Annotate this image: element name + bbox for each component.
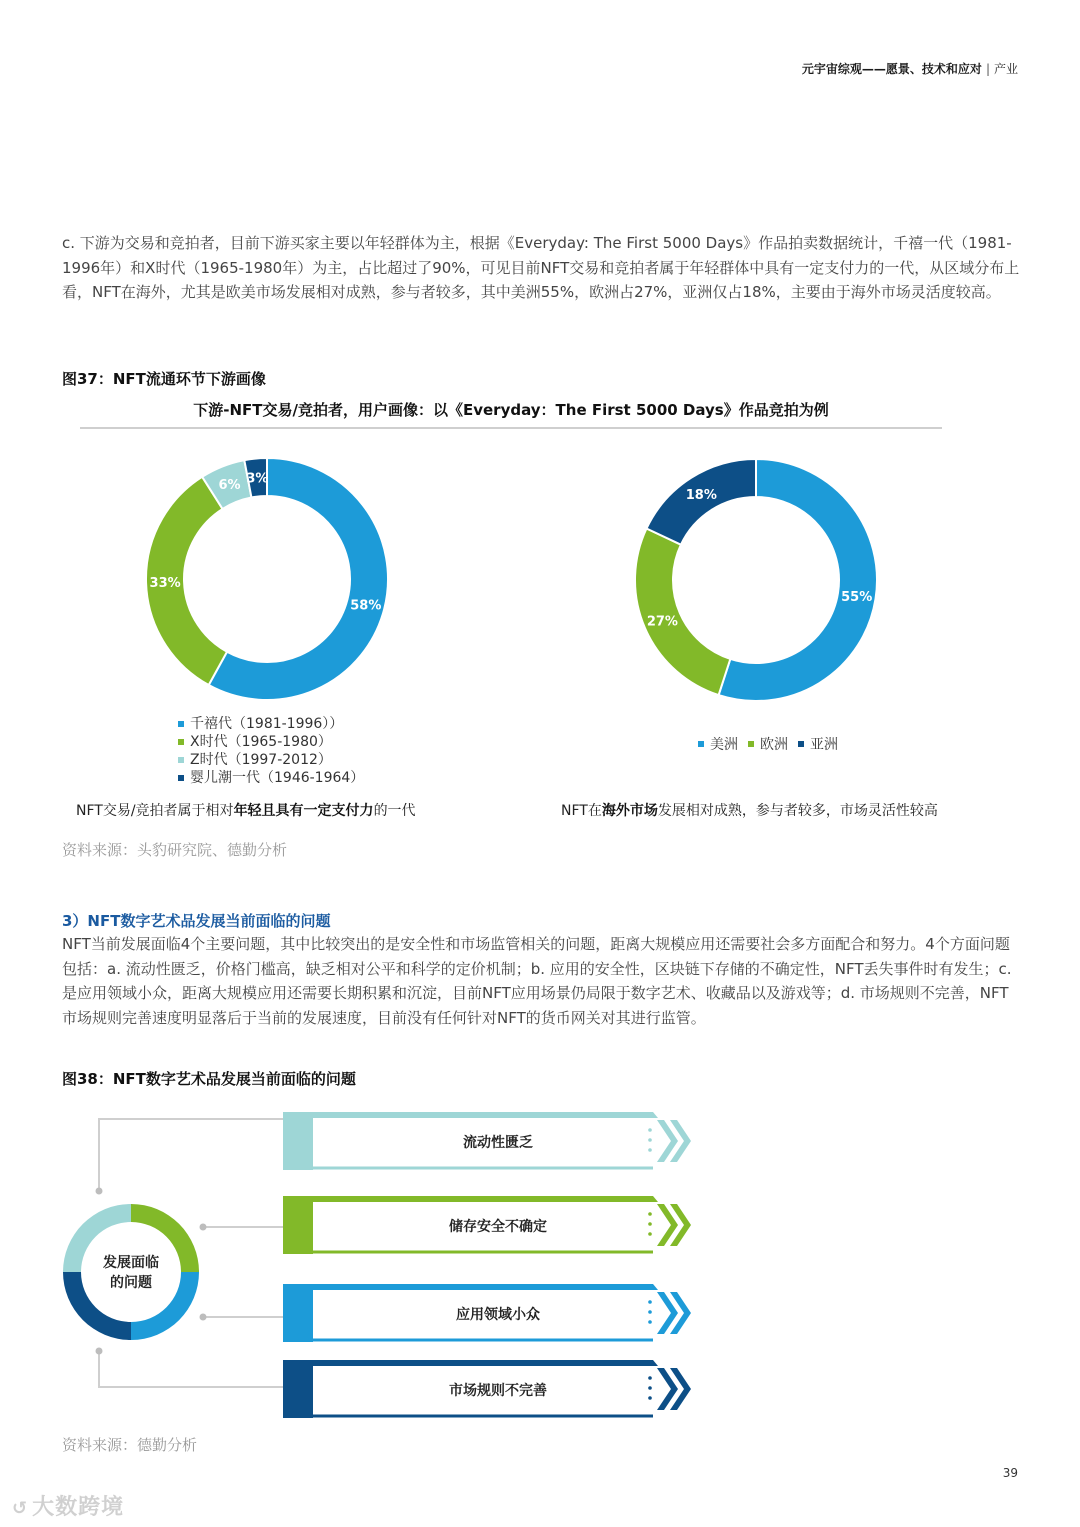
- item-dot: [648, 1396, 652, 1400]
- item-top-bar: [313, 1112, 658, 1118]
- item-label: 储存安全不确定: [449, 1219, 547, 1235]
- section-heading: 3）NFT数字艺术品发展当前面临的问题: [62, 912, 331, 930]
- region-donut-chart: [620, 450, 900, 710]
- legend-item: [798, 734, 838, 754]
- item-dot: [648, 1320, 652, 1324]
- item-top-bar: [313, 1284, 658, 1290]
- donut-slice-label: 58%: [350, 598, 382, 614]
- item-dot: [648, 1222, 652, 1226]
- legend-swatch: [178, 739, 184, 745]
- legend-label: X时代（1965-1980）: [190, 734, 332, 750]
- item-dot: [648, 1310, 652, 1314]
- connector-dot: [96, 1188, 103, 1195]
- center-ring: [63, 1204, 199, 1340]
- intro-paragraph: c. 下游为交易和竞拍者，目前下游买家主要以年轻群体为主，根据《Everyday: The First 5000 Days》作品拍卖数据统计，千禧一代（1981-1996年）和X时代（1965-1980年）为主，占比超过了90%，可见目前NFT交易和竞拍者属于年轻群体中具有一定支付力的一代，从区域分布上看，NFT在海外，尤其是欧美市场发展相对成熟，参与者较多，其中美洲55%，欧洲占27%，亚洲仅占18%，主要由于海外市场灵活度较高。: [62, 234, 1020, 301]
- header-title: 元宇宙综观——愿景、技术和应对: [801, 62, 982, 76]
- item-tab: [283, 1284, 313, 1342]
- caption-text: 发展相对成熟，参与者较多，市场灵活性较高: [657, 803, 938, 819]
- legend-swatch: [178, 757, 184, 763]
- age-legend: [178, 715, 364, 787]
- donut-slice-label: 27%: [646, 614, 678, 630]
- legend-swatch: [698, 741, 704, 747]
- item-top-bar: [313, 1196, 658, 1202]
- legend-swatch: [178, 775, 184, 781]
- problem-item-liquidity: [283, 1112, 691, 1170]
- region-legend: [698, 734, 838, 754]
- problem-item-rules: [283, 1360, 691, 1418]
- legend-swatch: [798, 741, 804, 747]
- legend-item: [698, 734, 738, 754]
- legend-item: [748, 734, 788, 754]
- connector-dot: [200, 1224, 207, 1231]
- item-tab: [283, 1360, 313, 1418]
- watermark-text: 大数跨境: [32, 1495, 125, 1520]
- item-dot: [648, 1138, 652, 1142]
- age-donut-chart: [130, 450, 410, 710]
- watermark: [12, 1490, 124, 1521]
- running-header: [802, 60, 1018, 77]
- legend-label: Z时代（1997-2012）: [190, 752, 332, 768]
- legend-label: 亚洲: [810, 737, 838, 753]
- page-number: 39: [1002, 1466, 1018, 1480]
- item-dot: [648, 1128, 652, 1132]
- item-dot: [648, 1376, 652, 1380]
- age-caption: [76, 800, 416, 820]
- region-caption: [561, 800, 938, 820]
- section-paragraph: NFT当前发展面临4个主要问题，其中比较突出的是安全性和市场监管相关的问题，距离大规模应用还需要社会多方面配合和努力。4个方面问题包括：a. 流动性匮乏，价格门槛高，缺乏相对公平和科学的定价机制；b. 应用的安全性，区块链下存储的不确定性，NFT丢失事件时有发生；c. 是应用领域小众，距离大规模应用还需要长期积累和沉淀，目前NFT应用场景仍局限于数字艺术、收藏品以及游戏等；d. 市场规则不完善，NFT市场规则完善速度明显落后于当前的发展速度，目前没有任何针对NFT的货币网关对其进行监管。: [62, 935, 1012, 1027]
- donut-slice-label: 33%: [149, 576, 181, 592]
- header-separator: |: [985, 62, 990, 76]
- legend-label: 婴儿潮一代（1946-1964）: [190, 770, 365, 786]
- legend-item: [178, 715, 364, 733]
- watermark-logo-icon: ↺: [12, 1498, 29, 1519]
- item-dot: [648, 1148, 652, 1152]
- caption-text: 的一代: [373, 803, 416, 819]
- connector-line: [99, 1351, 283, 1387]
- header-section: 产业: [993, 62, 1018, 76]
- figure38-title: 图38：NFT数字艺术品发展当前面临的问题: [62, 1070, 356, 1088]
- legend-swatch: [748, 741, 754, 747]
- item-dot: [648, 1212, 652, 1216]
- donut-slice-label: 3%: [246, 471, 269, 487]
- center-label-line1: 发展面临: [103, 1255, 159, 1271]
- caption-text: NFT交易/竞拍者属于相对: [76, 803, 234, 819]
- figure37-source: 资料来源：头豹研究院、德勤分析: [62, 841, 288, 859]
- donut-slice-label: 18%: [685, 487, 717, 503]
- donut-slice: [635, 528, 730, 695]
- legend-item: [178, 769, 364, 787]
- legend-label: 欧洲: [760, 737, 788, 753]
- figure38-source: 资料来源：德勤分析: [62, 1436, 198, 1454]
- connector-dot: [200, 1314, 207, 1321]
- center-label-line2: 的问题: [110, 1275, 152, 1291]
- figure37-chart-title: 下游-NFT交易/竞拍者，用户画像：以《Everyday：The First 5000 Days》作品竞拍为例: [193, 401, 829, 419]
- figure37-title: 图37：NFT流通环节下游画像: [62, 370, 266, 388]
- item-tab: [283, 1112, 313, 1170]
- legend-label: 美洲: [710, 737, 738, 753]
- problem-item-niche: [283, 1284, 691, 1342]
- donut-slice-label: 6%: [218, 478, 241, 494]
- legend-swatch: [178, 721, 184, 727]
- item-dot: [648, 1300, 652, 1304]
- caption-text: NFT在: [561, 803, 602, 819]
- item-dot: [648, 1232, 652, 1236]
- item-label: 应用领域小众: [456, 1307, 540, 1323]
- item-label: 市场规则不完善: [449, 1383, 547, 1399]
- chart-title-rule: [80, 427, 942, 429]
- connector-dot: [96, 1348, 103, 1355]
- legend-item: [178, 751, 364, 769]
- caption-emphasis: 海外市场: [601, 803, 658, 819]
- caption-emphasis: 年轻且具有一定支付力: [233, 803, 374, 819]
- item-tab: [283, 1196, 313, 1254]
- item-top-bar: [313, 1360, 658, 1366]
- item-label: 流动性匮乏: [463, 1135, 533, 1151]
- problem-item-storage: [283, 1196, 691, 1254]
- item-dot: [648, 1386, 652, 1390]
- connector-line: [99, 1119, 283, 1191]
- legend-item: [178, 733, 364, 751]
- donut-slice-label: 55%: [841, 590, 873, 605]
- legend-label: 千禧代（1981-1996））: [190, 716, 344, 732]
- problems-diagram: [55, 1105, 705, 1430]
